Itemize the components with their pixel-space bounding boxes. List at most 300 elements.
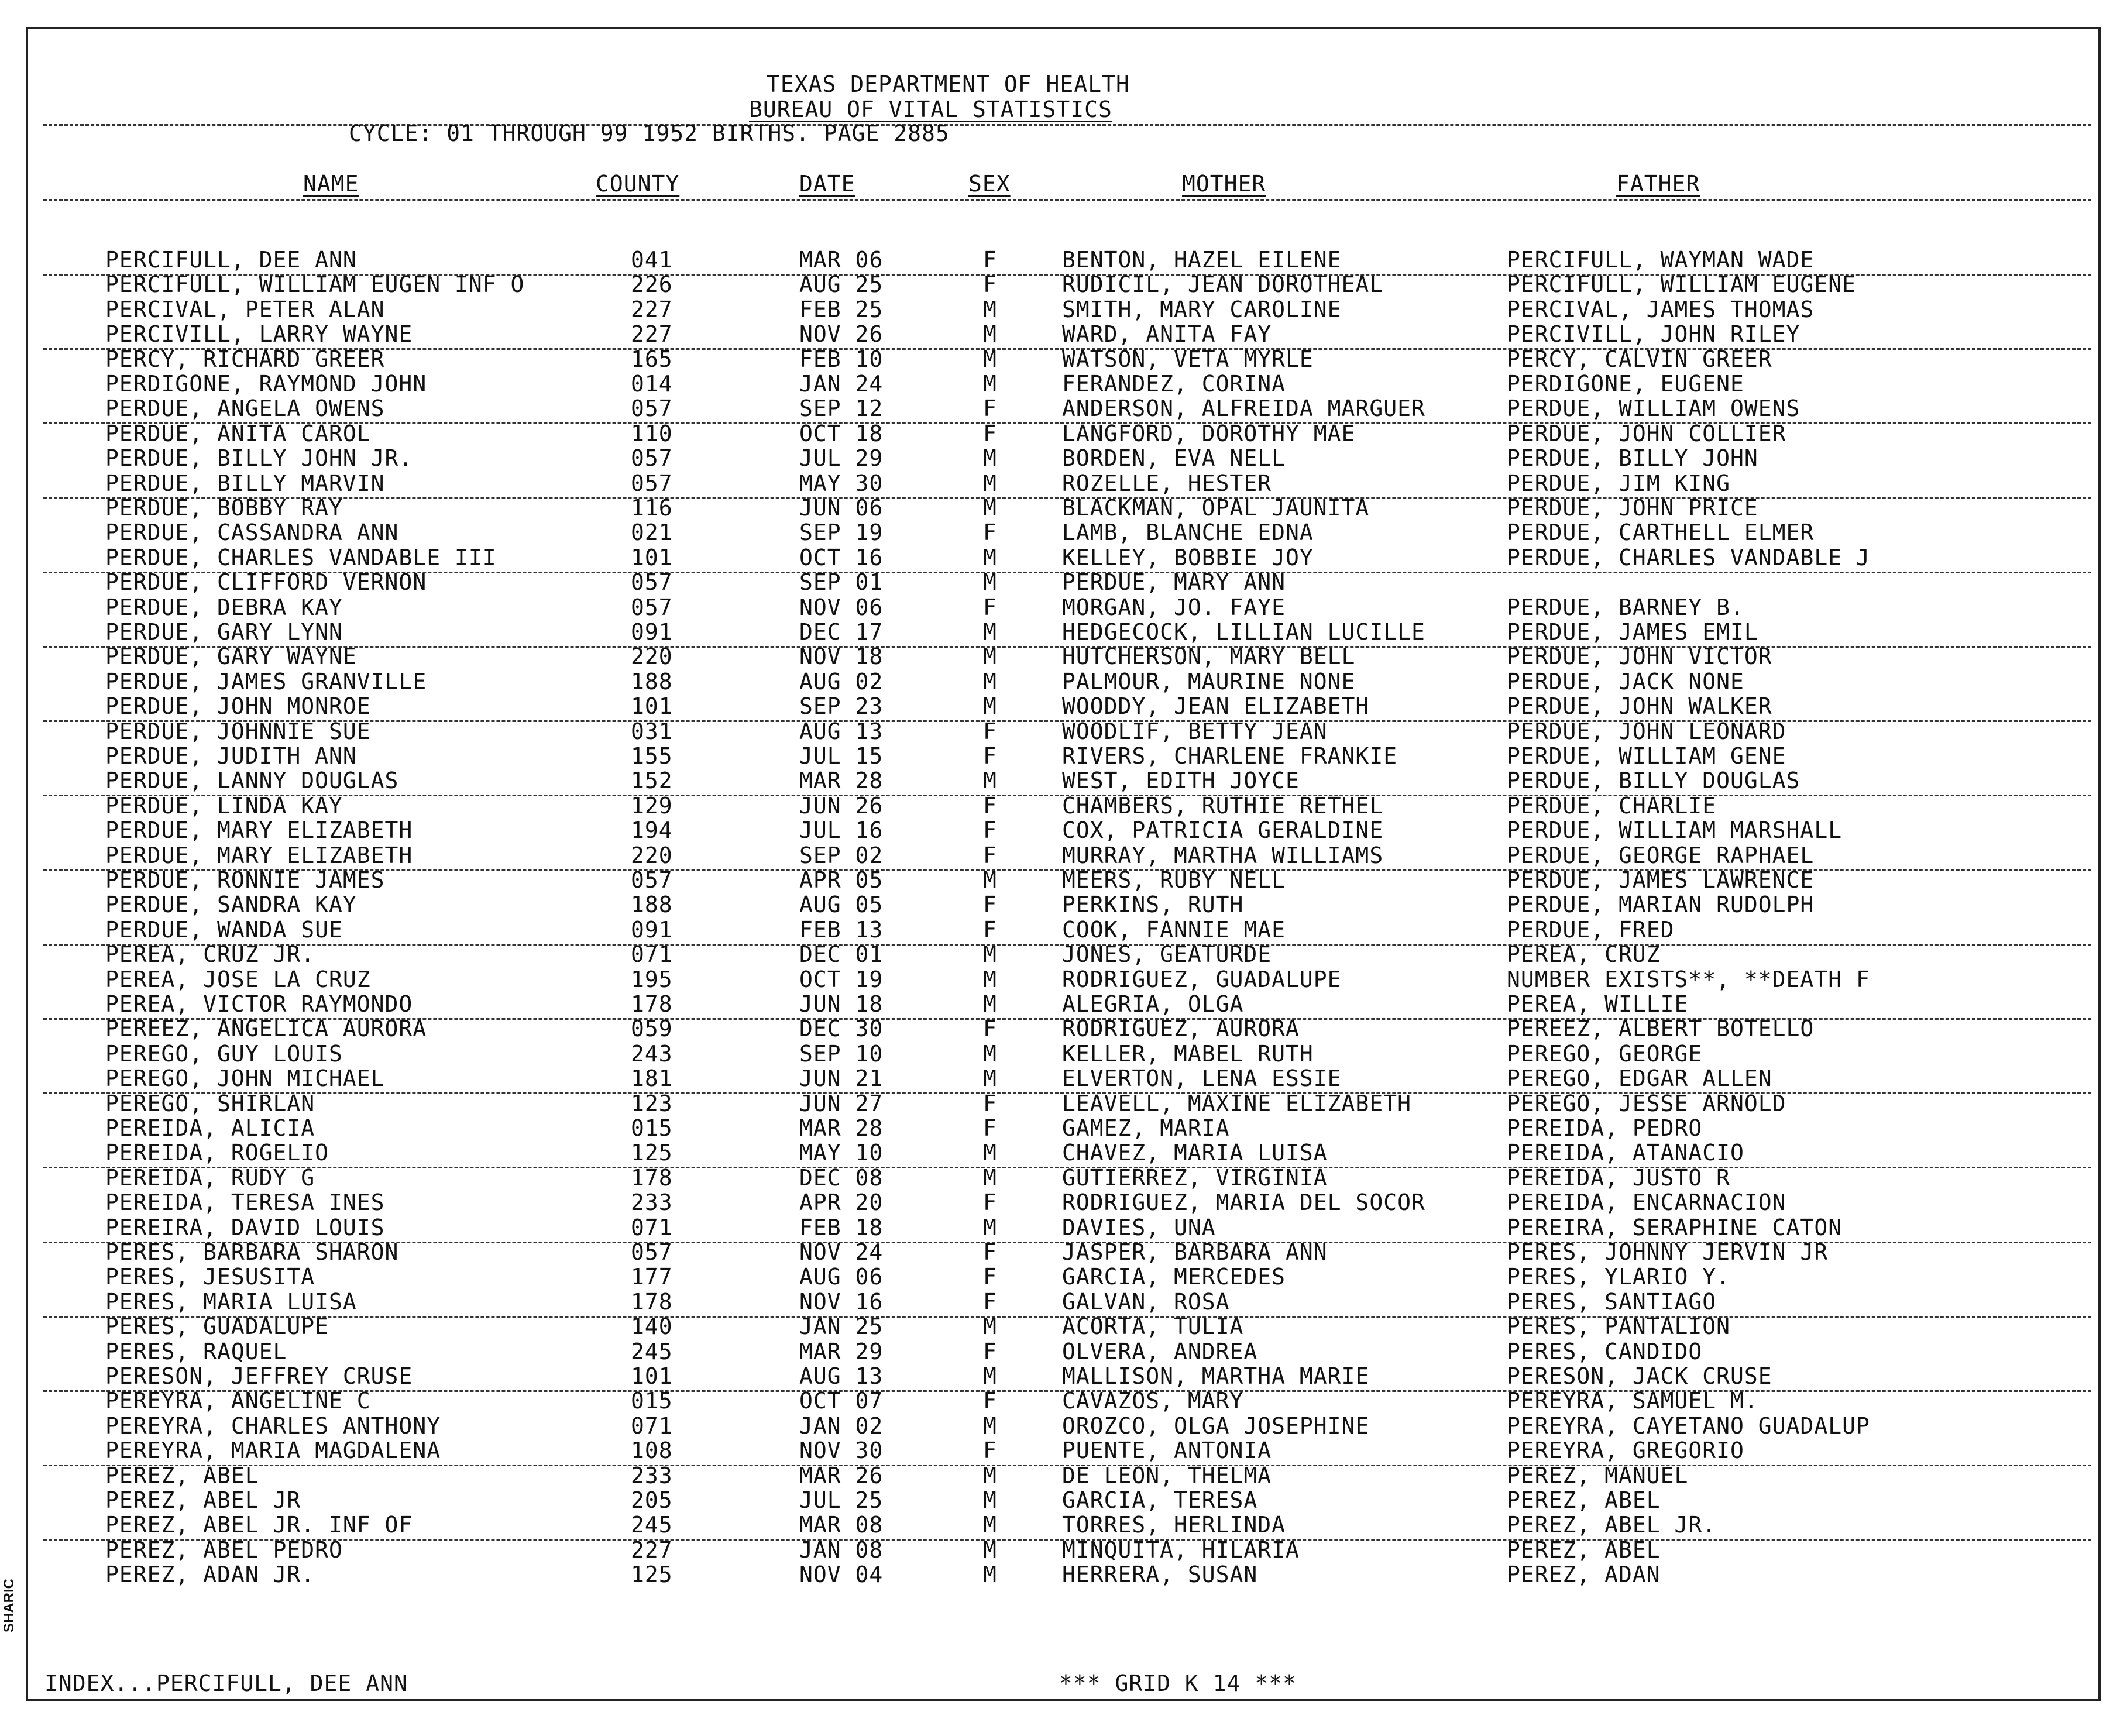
record-father: PEREIDA, ATANACIO [1507, 1140, 1744, 1166]
record-county: 178 [631, 1164, 673, 1191]
record-mother: CAVAZOS, MARY [1062, 1388, 1244, 1414]
record-date: SEP 10 [799, 1040, 884, 1067]
record-county: 057 [631, 470, 673, 496]
record-father: PERES, YLARIO Y. [1507, 1264, 1731, 1290]
record-date: AUG 05 [799, 892, 884, 918]
record-date: DEC 17 [799, 619, 884, 645]
record-name: PERDUE, GARY LYNN [105, 619, 343, 645]
record-sex: F [983, 842, 997, 868]
table-row [0, 991, 2127, 1016]
record-mother: RODRIGUEZ, GUADALUPE [1062, 966, 1342, 992]
record-date: MAY 30 [799, 470, 884, 496]
record-sex: M [983, 1065, 997, 1092]
record-father: PERDUE, JOHN COLLIER [1507, 420, 1786, 446]
record-name: PEREZ, ADAN JR. [105, 1562, 315, 1588]
record-name: PEREGO, SHIRLAN [105, 1090, 315, 1116]
record-sex: F [983, 916, 997, 943]
record-sex: M [983, 867, 997, 893]
table-row [0, 1140, 2127, 1164]
record-mother: WARD, ANITA FAY [1062, 321, 1272, 348]
table-row [0, 321, 2127, 346]
record-county: 041 [631, 247, 673, 273]
record-date: JUN 26 [799, 792, 884, 819]
record-date: JAN 08 [799, 1536, 884, 1563]
table-row [0, 1041, 2127, 1065]
table-row [0, 346, 2127, 371]
table-row [0, 1413, 2127, 1438]
record-name: PERDUE, CHARLES VANDABLE III [105, 544, 497, 570]
table-row [0, 297, 2127, 321]
record-county: 152 [631, 768, 673, 794]
record-name: PEREA, CRUZ JR. [105, 941, 315, 968]
record-father: PERDUE, CHARLIE [1507, 792, 1717, 819]
record-sex: M [983, 644, 997, 670]
record-date: JUN 21 [799, 1065, 884, 1092]
record-sex: F [983, 892, 997, 918]
record-date: FEB 13 [799, 916, 884, 943]
record-county: 227 [631, 296, 673, 322]
record-father: PERDUE, WILLIAM GENE [1507, 743, 1786, 769]
record-name: PEREZ, ABEL JR [105, 1487, 301, 1513]
record-mother: COOK, FANNIE MAE [1062, 916, 1286, 943]
record-county: 188 [631, 668, 673, 695]
record-county: 181 [631, 1065, 673, 1092]
record-mother: HUTCHERSON, MARY BELL [1062, 644, 1356, 670]
record-mother: WATSON, VETA MYRLE [1062, 346, 1314, 372]
record-date: JUL 25 [799, 1487, 884, 1513]
column-header-sex: SEX [968, 171, 1011, 197]
record-mother: RODRIGUEZ, AURORA [1062, 1016, 1300, 1042]
record-sex: M [983, 569, 997, 596]
record-father: PERDUE, WILLIAM MARSHALL [1507, 817, 1843, 844]
record-father: PEREYRA, SAMUEL M. [1507, 1388, 1758, 1414]
record-name: PEREA, JOSE LA CRUZ [105, 966, 371, 992]
record-sex: F [983, 420, 997, 446]
record-sex: M [983, 668, 997, 695]
record-sex: M [983, 1512, 997, 1538]
record-county: 243 [631, 1040, 673, 1067]
record-mother: FERANDEZ, CORINA [1062, 371, 1286, 397]
record-county: 123 [631, 1090, 673, 1116]
record-father: PERCIFULL, WILLIAM EUGENE [1507, 271, 1856, 298]
record-date: MAR 06 [799, 247, 884, 273]
record-sex: M [983, 495, 997, 521]
record-mother: DAVIES, UNA [1062, 1214, 1216, 1240]
table-row [0, 619, 2127, 644]
record-sex: F [983, 520, 997, 546]
record-father: PERES, CANDIDO [1507, 1338, 1703, 1364]
record-name: PERDUE, JOHN MONROE [105, 693, 371, 720]
record-mother: GALVAN, ROSA [1062, 1288, 1230, 1315]
table-row [0, 1314, 2127, 1338]
record-county: 220 [631, 842, 673, 868]
record-father: PERES, SANTIAGO [1507, 1288, 1717, 1315]
record-sex: M [983, 1562, 997, 1588]
record-name: PERES, JESUSITA [105, 1264, 315, 1290]
record-mother: ELVERTON, LENA ESSIE [1062, 1065, 1342, 1092]
record-county: 194 [631, 817, 673, 844]
record-name: PERDUE, ANGELA OWENS [105, 396, 385, 422]
table-row [0, 1487, 2127, 1512]
record-father: PERESON, JACK CRUSE [1507, 1363, 1772, 1389]
table-row [0, 768, 2127, 792]
record-mother: ALEGRIA, OLGA [1062, 991, 1244, 1017]
table-row [0, 495, 2127, 520]
record-county: 177 [631, 1264, 673, 1290]
record-name: PERES, MARIA LUISA [105, 1288, 357, 1315]
table-row [0, 594, 2127, 619]
record-name: PEREGO, GUY LOUIS [105, 1040, 343, 1067]
record-date: FEB 10 [799, 346, 884, 372]
table-row [0, 793, 2127, 817]
record-father: PERDUE, MARIAN RUDOLPH [1507, 892, 1815, 918]
record-mother: LAMB, BLANCHE EDNA [1062, 520, 1314, 546]
record-mother: TORRES, HERLINDA [1062, 1512, 1286, 1538]
table-row [0, 520, 2127, 544]
record-date: JUN 27 [799, 1090, 884, 1116]
record-date: APR 20 [799, 1190, 884, 1216]
record-mother: JONES, GEATURDE [1062, 941, 1272, 968]
record-date: SEP 12 [799, 396, 884, 422]
record-mother: BENTON, HAZEL EILENE [1062, 247, 1342, 273]
record-mother: RODRIGUEZ, MARIA DEL SOCOR [1062, 1190, 1425, 1216]
table-row [0, 271, 2127, 296]
record-county: 071 [631, 941, 673, 968]
record-mother: ANDERSON, ALFREIDA MARGUER [1062, 396, 1425, 422]
record-name: PERDUE, ANITA CAROL [105, 420, 371, 446]
table-row [0, 1016, 2127, 1040]
record-father: PERDUE, JOHN PRICE [1507, 495, 1758, 521]
table-row [0, 1562, 2127, 1586]
record-sex: M [983, 619, 997, 645]
record-name: PEREYRA, CHARLES ANTHONY [105, 1412, 441, 1439]
record-name: PEREZ, ABEL PEDRO [105, 1536, 343, 1563]
record-father: PEREYRA, GREGORIO [1507, 1438, 1744, 1464]
record-sex: F [983, 1190, 997, 1216]
table-row [0, 1190, 2127, 1214]
record-sex: M [983, 1487, 997, 1513]
record-county: 233 [631, 1190, 673, 1216]
record-county: 015 [631, 1115, 673, 1141]
record-sex: F [983, 1388, 997, 1414]
record-sex: M [983, 346, 997, 372]
record-sex: M [983, 768, 997, 794]
record-date: SEP 23 [799, 693, 884, 720]
record-county: 057 [631, 569, 673, 596]
record-mother: OLVERA, ANDREA [1062, 1338, 1258, 1364]
table-row [0, 396, 2127, 420]
record-mother: CHAVEZ, MARIA LUISA [1062, 1140, 1328, 1166]
record-sex: M [983, 371, 997, 397]
record-date: FEB 18 [799, 1214, 884, 1240]
record-sex: F [983, 594, 997, 620]
record-county: 227 [631, 321, 673, 348]
record-county: 108 [631, 1438, 673, 1464]
record-father: PERDUE, BILLY JOHN [1507, 445, 1758, 472]
record-father: PEREGO, GEORGE [1507, 1040, 1703, 1067]
table-row [0, 1339, 2127, 1363]
record-father: PERDUE, BARNEY B. [1507, 594, 1744, 620]
record-father: PERCIVAL, JAMES THOMAS [1507, 296, 1815, 322]
record-sex: M [983, 693, 997, 720]
table-row [0, 669, 2127, 693]
record-date: MAY 10 [799, 1140, 884, 1166]
record-father: PEREZ, MANUEL [1507, 1462, 1689, 1489]
record-father: PERCIVILL, JOHN RILEY [1507, 321, 1800, 348]
record-father: PERDIGONE, EUGENE [1507, 371, 1744, 397]
record-name: PEREIDA, RUDY G [105, 1164, 315, 1191]
record-sex: F [983, 792, 997, 819]
record-sex: M [983, 296, 997, 322]
record-name: PEREIRA, DAVID LOUIS [105, 1214, 385, 1240]
record-date: JUL 15 [799, 743, 884, 769]
record-sex: M [983, 470, 997, 496]
record-father: PEREGO, EDGAR ALLEN [1507, 1065, 1772, 1092]
record-name: PERCY, RICHARD GREER [105, 346, 385, 372]
record-date: SEP 02 [799, 842, 884, 868]
table-row [0, 1463, 2127, 1487]
column-header-mother: MOTHER [1182, 171, 1266, 197]
record-mother: JASPER, BARBARA ANN [1062, 1239, 1328, 1265]
record-county: 188 [631, 892, 673, 918]
record-name: PERDUE, GARY WAYNE [105, 644, 357, 670]
table-row [0, 247, 2127, 271]
record-mother: BORDEN, EVA NELL [1062, 445, 1286, 472]
record-name: PERDUE, BILLY JOHN JR. [105, 445, 413, 472]
record-father: PERDUE, CARTHELL ELMER [1507, 520, 1815, 546]
record-name: PERDUE, JOHNNIE SUE [105, 718, 371, 744]
table-row [0, 719, 2127, 743]
record-mother: DE LEON, THELMA [1062, 1462, 1272, 1489]
record-name: PEREIDA, ALICIA [105, 1115, 315, 1141]
record-date: SEP 01 [799, 569, 884, 596]
record-date: MAR 28 [799, 1115, 884, 1141]
record-date: NOV 16 [799, 1288, 884, 1315]
record-date: DEC 30 [799, 1016, 884, 1042]
column-header-name: NAME [303, 171, 359, 197]
record-county: 057 [631, 594, 673, 620]
record-county: 140 [631, 1314, 673, 1340]
record-date: NOV 30 [799, 1438, 884, 1464]
record-date: JUL 16 [799, 817, 884, 844]
record-mother: MORGAN, JO. FAYE [1062, 594, 1286, 620]
record-county: 195 [631, 966, 673, 992]
record-father: PEREZ, ABEL JR. [1507, 1512, 1717, 1538]
record-mother: HERRERA, SUSAN [1062, 1562, 1258, 1588]
record-mother: PERKINS, RUTH [1062, 892, 1244, 918]
table-row [0, 1264, 2127, 1288]
record-father: PERDUE, JOHN LEONARD [1507, 718, 1786, 744]
side-label: SHARIC [1, 1578, 17, 1632]
table-row [0, 917, 2127, 941]
record-sex: M [983, 1363, 997, 1389]
record-date: OCT 19 [799, 966, 884, 992]
record-date: DEC 08 [799, 1164, 884, 1191]
record-date: AUG 02 [799, 668, 884, 695]
record-county: 015 [631, 1388, 673, 1414]
record-date: OCT 07 [799, 1388, 884, 1414]
record-date: JAN 02 [799, 1412, 884, 1439]
record-date: JUN 18 [799, 991, 884, 1017]
record-name: PERDUE, SANDRA KAY [105, 892, 357, 918]
record-county: 245 [631, 1512, 673, 1538]
record-father: PERES, JOHNNY JERVIN JR [1507, 1239, 1829, 1265]
record-county: 057 [631, 396, 673, 422]
record-mother: HEDGECOCK, LILLIAN LUCILLE [1062, 619, 1425, 645]
header-line-3: CYCLE: 01 THROUGH 99 1952 BIRTHS. PAGE 2885 [349, 121, 950, 146]
record-sex: F [983, 1090, 997, 1116]
record-sex: F [983, 1016, 997, 1042]
record-mother: MEERS, RUBY NELL [1062, 867, 1286, 893]
record-date: NOV 18 [799, 644, 884, 670]
record-sex: M [983, 1412, 997, 1439]
record-mother: ROZELLE, HESTER [1062, 470, 1272, 496]
record-name: PERDUE, JUDITH ANN [105, 743, 357, 769]
record-sex: F [983, 1239, 997, 1265]
record-father: PERCIFULL, WAYMAN WADE [1507, 247, 1815, 273]
table-row [0, 693, 2127, 718]
record-date: AUG 06 [799, 1264, 884, 1290]
record-name: PERDUE, BOBBY RAY [105, 495, 343, 521]
record-sex: M [983, 941, 997, 968]
record-name: PERDUE, JAMES GRANVILLE [105, 668, 427, 695]
record-father: PEREIDA, JUSTO R [1507, 1164, 1731, 1191]
record-date: NOV 06 [799, 594, 884, 620]
record-father: PEREIRA, SERAPHINE CATON [1507, 1214, 1843, 1240]
column-header-date: DATE [799, 171, 855, 197]
record-mother: MURRAY, MARTHA WILLIAMS [1062, 842, 1384, 868]
record-father: PERDUE, JIM KING [1507, 470, 1731, 496]
record-county: 091 [631, 916, 673, 943]
record-date: MAR 26 [799, 1462, 884, 1489]
record-name: PERDUE, RONNIE JAMES [105, 867, 385, 893]
record-father: PERCY, CALVIN GREER [1507, 346, 1772, 372]
record-county: 101 [631, 1363, 673, 1389]
table-row [0, 843, 2127, 867]
record-father: PEREZ, ADAN [1507, 1562, 1661, 1588]
table-row [0, 867, 2127, 892]
record-date: AUG 13 [799, 718, 884, 744]
record-name: PERCIFULL, DEE ANN [105, 247, 357, 273]
column-header-county: COUNTY [596, 171, 680, 197]
record-name: PERES, GUADALUPE [105, 1314, 329, 1340]
column-header-divider [43, 199, 2091, 201]
table-row [0, 941, 2127, 966]
record-father: PERDUE, JOHN WALKER [1507, 693, 1772, 720]
record-sex: F [983, 718, 997, 744]
record-name: PERESON, JEFFREY CRUSE [105, 1363, 413, 1389]
table-row [0, 817, 2127, 842]
record-father: PERDUE, JACK NONE [1507, 668, 1744, 695]
record-mother: WOODLIF, BETTY JEAN [1062, 718, 1328, 744]
record-name: PERDUE, WANDA SUE [105, 916, 343, 943]
record-mother: WOODDY, JEAN ELIZABETH [1062, 693, 1370, 720]
record-sex: M [983, 1164, 997, 1191]
record-sex: F [983, 396, 997, 422]
record-father: PERDUE, WILLIAM OWENS [1507, 396, 1800, 422]
record-county: 091 [631, 619, 673, 645]
record-father: PERDUE, GEORGE RAPHAEL [1507, 842, 1815, 868]
record-county: 021 [631, 520, 673, 546]
record-father: PERES, PANTALION [1507, 1314, 1731, 1340]
table-row [0, 1537, 2127, 1562]
record-date: JAN 24 [799, 371, 884, 397]
record-sex: M [983, 321, 997, 348]
record-name: PEREIDA, TERESA INES [105, 1190, 385, 1216]
record-mother: KELLEY, BOBBIE JOY [1062, 544, 1314, 570]
table-row [0, 743, 2127, 768]
record-sex: F [983, 743, 997, 769]
record-father: PEREA, WILLIE [1507, 991, 1689, 1017]
record-date: AUG 25 [799, 271, 884, 298]
record-county: 101 [631, 693, 673, 720]
table-row [0, 1388, 2127, 1412]
record-father: PEREEZ, ALBERT BOTELLO [1507, 1016, 1815, 1042]
record-mother: ACORTA, TULIA [1062, 1314, 1244, 1340]
record-father: PEREZ, ABEL [1507, 1536, 1661, 1563]
table-row [0, 371, 2127, 396]
record-mother: GAMEZ, MARIA [1062, 1115, 1230, 1141]
record-father: NUMBER EXISTS**, **DEATH F [1507, 966, 1870, 992]
table-row [0, 1165, 2127, 1190]
record-father: PEREA, CRUZ [1507, 941, 1661, 968]
record-mother: KELLER, MABEL RUTH [1062, 1040, 1314, 1067]
record-county: 057 [631, 1239, 673, 1265]
record-sex: F [983, 1338, 997, 1364]
record-mother: GARCIA, TERESA [1062, 1487, 1258, 1513]
table-row [0, 1115, 2127, 1140]
record-name: PERDUE, LANNY DOUGLAS [105, 768, 399, 794]
record-county: 233 [631, 1462, 673, 1489]
record-date: JUL 29 [799, 445, 884, 472]
column-header-father: FATHER [1616, 171, 1700, 197]
record-county: 220 [631, 644, 673, 670]
record-county: 178 [631, 991, 673, 1017]
record-date: DEC 01 [799, 941, 884, 968]
record-date: MAR 29 [799, 1338, 884, 1364]
record-date: JUN 06 [799, 495, 884, 521]
record-father: PEREZ, ABEL [1507, 1487, 1661, 1513]
record-date: FEB 25 [799, 296, 884, 322]
record-county: 245 [631, 1338, 673, 1364]
table-row [0, 1289, 2127, 1314]
record-county: 227 [631, 1536, 673, 1563]
record-county: 071 [631, 1412, 673, 1439]
record-date: OCT 16 [799, 544, 884, 570]
record-county: 014 [631, 371, 673, 397]
record-county: 057 [631, 445, 673, 472]
record-name: PEREYRA, MARIA MAGDALENA [105, 1438, 441, 1464]
record-mother: MALLISON, MARTHA MARIE [1062, 1363, 1370, 1389]
record-father: PEREGO, JESSE ARNOLD [1507, 1090, 1786, 1116]
table-row [0, 1065, 2127, 1090]
record-sex: M [983, 1314, 997, 1340]
record-sex: F [983, 817, 997, 844]
record-name: PERDUE, BILLY MARVIN [105, 470, 385, 496]
record-father: PEREIDA, PEDRO [1507, 1115, 1703, 1141]
record-county: 226 [631, 271, 673, 298]
footer-index: INDEX...PERCIFULL, DEE ANN [44, 1670, 408, 1696]
table-row [0, 445, 2127, 470]
record-county: 116 [631, 495, 673, 521]
record-county: 071 [631, 1214, 673, 1240]
record-date: NOV 24 [799, 1239, 884, 1265]
record-mother: BLACKMAN, OPAL JAUNITA [1062, 495, 1370, 521]
record-father: PEREYRA, CAYETANO GUADALUP [1507, 1412, 1870, 1439]
record-mother: GUTIERREZ, VIRGINIA [1062, 1164, 1328, 1191]
table-row [0, 569, 2127, 594]
record-date: NOV 04 [799, 1562, 884, 1588]
